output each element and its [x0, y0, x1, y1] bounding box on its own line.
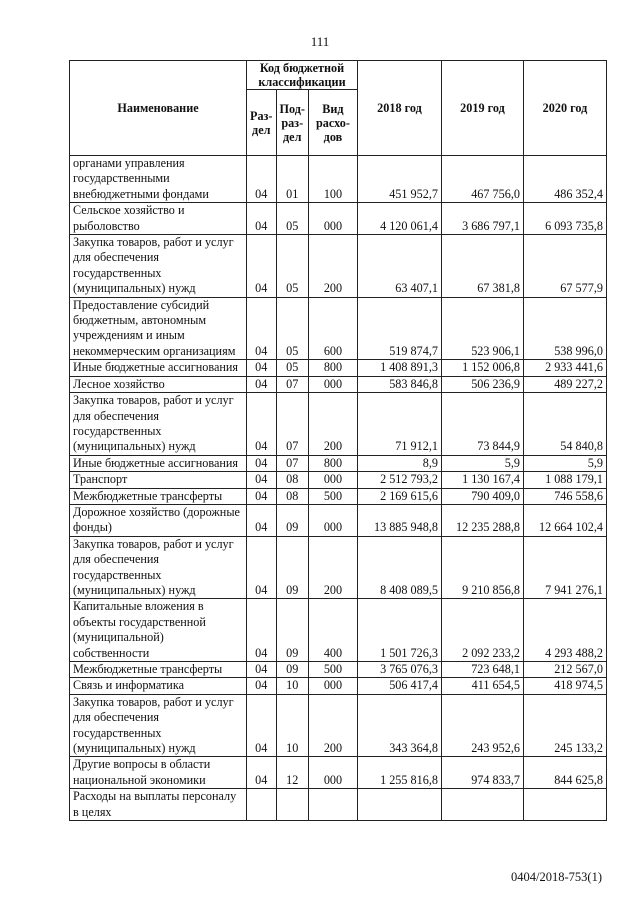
cell-rz: 04	[247, 156, 277, 203]
cell-pr: 07	[276, 455, 308, 471]
cell-rz	[247, 789, 277, 821]
cell-y2018: 2 512 793,2	[357, 472, 441, 488]
cell-name: Межбюджетные трансферты	[70, 488, 247, 504]
cell-rz: 04	[247, 235, 277, 298]
cell-pr: 09	[276, 599, 308, 662]
cell-name: Дорожное хозяйство (дорожные фонды)	[70, 504, 247, 536]
table-row	[70, 504, 607, 536]
cell-vr: 000	[308, 472, 357, 488]
cell-rz: 04	[247, 488, 277, 504]
cell-rz: 04	[247, 504, 277, 536]
table-row	[70, 297, 607, 360]
page-number: 111	[310, 34, 330, 49]
cell-y2020: 5,9	[523, 455, 606, 471]
cell-y2019: 3 686 797,1	[441, 203, 523, 235]
table-row	[70, 488, 607, 504]
cell-vr: 200	[308, 393, 357, 456]
table-row	[70, 455, 607, 471]
cell-rz: 04	[247, 203, 277, 235]
cell-pr: 10	[276, 694, 308, 757]
cell-y2020: 6 093 735,8	[523, 203, 606, 235]
cell-y2018: 4 120 061,4	[357, 203, 441, 235]
cell-pr: 09	[276, 662, 308, 678]
cell-pr: 08	[276, 472, 308, 488]
cell-y2018: 506 417,4	[357, 678, 441, 694]
cell-name: Иные бюджетные ассигнования	[70, 455, 247, 471]
cell-y2018: 343 364,8	[357, 694, 441, 757]
header-classification: Код бюджетной классификации	[247, 61, 358, 90]
cell-y2019: 790 409,0	[441, 488, 523, 504]
cell-y2019: 974 833,7	[441, 757, 523, 789]
cell-y2019: 5,9	[441, 455, 523, 471]
cell-rz: 04	[247, 393, 277, 456]
cell-vr: 000	[308, 203, 357, 235]
cell-y2019: 411 654,5	[441, 678, 523, 694]
cell-vr: 000	[308, 376, 357, 392]
cell-y2019	[441, 789, 523, 821]
table-row	[70, 472, 607, 488]
cell-y2019: 67 381,8	[441, 235, 523, 298]
cell-rz: 04	[247, 662, 277, 678]
cell-vr: 200	[308, 536, 357, 599]
cell-y2020	[523, 789, 606, 821]
cell-vr: 800	[308, 455, 357, 471]
table-row	[70, 757, 607, 789]
table-row	[70, 536, 607, 599]
cell-y2019: 467 756,0	[441, 156, 523, 203]
header-expense-type: Вид расхо-дов	[308, 90, 357, 156]
cell-rz: 04	[247, 757, 277, 789]
cell-rz: 04	[247, 297, 277, 360]
cell-name: Сельское хозяйство и рыболовство	[70, 203, 247, 235]
cell-name: Лесное хозяйство	[70, 376, 247, 392]
cell-y2020: 54 840,8	[523, 393, 606, 456]
cell-y2018: 519 874,7	[357, 297, 441, 360]
cell-y2018	[357, 789, 441, 821]
cell-vr: 000	[308, 678, 357, 694]
table-row	[70, 662, 607, 678]
cell-rz: 04	[247, 472, 277, 488]
header-section: Раз-дел	[247, 90, 277, 156]
cell-y2018: 451 952,7	[357, 156, 441, 203]
cell-name: Закупка товаров, работ и услуг для обеспечения государственных (муниципальных) нужд	[70, 694, 247, 757]
cell-y2019: 523 906,1	[441, 297, 523, 360]
cell-name: Закупка товаров, работ и услуг для обеспечения государственных (муниципальных) нужд	[70, 235, 247, 298]
cell-rz: 04	[247, 376, 277, 392]
cell-name: Транспорт	[70, 472, 247, 488]
document-code: 0404/2018-753(1)	[511, 870, 602, 884]
cell-vr	[308, 789, 357, 821]
table-row	[70, 203, 607, 235]
cell-vr: 200	[308, 235, 357, 298]
cell-y2020: 844 625,8	[523, 757, 606, 789]
cell-y2018: 1 501 726,3	[357, 599, 441, 662]
cell-pr: 09	[276, 504, 308, 536]
cell-y2020: 486 352,4	[523, 156, 606, 203]
cell-pr: 10	[276, 678, 308, 694]
cell-y2019: 73 844,9	[441, 393, 523, 456]
cell-y2019: 506 236,9	[441, 376, 523, 392]
cell-y2018: 3 765 076,3	[357, 662, 441, 678]
table-row	[70, 694, 607, 757]
cell-y2019: 2 092 233,2	[441, 599, 523, 662]
table-row	[70, 599, 607, 662]
cell-pr: 05	[276, 360, 308, 376]
cell-y2020: 7 941 276,1	[523, 536, 606, 599]
cell-name: Межбюджетные трансферты	[70, 662, 247, 678]
cell-name: органами управления государственными внебюджетными фондами	[70, 156, 247, 203]
table-row	[70, 678, 607, 694]
header-subsection: Под-раз-дел	[276, 90, 308, 156]
cell-y2018: 8,9	[357, 455, 441, 471]
cell-y2020: 12 664 102,4	[523, 504, 606, 536]
cell-y2018: 8 408 089,5	[357, 536, 441, 599]
cell-pr: 12	[276, 757, 308, 789]
cell-pr: 09	[276, 536, 308, 599]
cell-rz: 04	[247, 536, 277, 599]
cell-vr: 800	[308, 360, 357, 376]
cell-rz: 04	[247, 678, 277, 694]
cell-y2020: 212 567,0	[523, 662, 606, 678]
cell-y2018: 1 255 816,8	[357, 757, 441, 789]
cell-y2019: 9 210 856,8	[441, 536, 523, 599]
cell-name: Расходы на выплаты персоналу в целях	[70, 789, 247, 821]
cell-vr: 600	[308, 297, 357, 360]
cell-name: Иные бюджетные ассигнования	[70, 360, 247, 376]
header-year-2019: 2019 год	[441, 61, 523, 156]
cell-y2020: 2 933 441,6	[523, 360, 606, 376]
cell-name: Закупка товаров, работ и услуг для обеспечения государственных (муниципальных) нужд	[70, 536, 247, 599]
cell-vr: 500	[308, 662, 357, 678]
header-name: Наименование	[70, 61, 247, 156]
cell-pr: 05	[276, 297, 308, 360]
table-row	[70, 360, 607, 376]
cell-y2019: 1 130 167,4	[441, 472, 523, 488]
cell-y2020: 4 293 488,2	[523, 599, 606, 662]
cell-rz: 04	[247, 360, 277, 376]
cell-name: Капитальные вложения в объекты государственной (муниципальной) собственности	[70, 599, 247, 662]
table-row	[70, 156, 607, 203]
cell-rz: 04	[247, 455, 277, 471]
cell-y2020: 245 133,2	[523, 694, 606, 757]
cell-y2019: 243 952,6	[441, 694, 523, 757]
cell-pr: 08	[276, 488, 308, 504]
cell-vr: 000	[308, 757, 357, 789]
table-row	[70, 235, 607, 298]
cell-y2018: 63 407,1	[357, 235, 441, 298]
cell-pr: 05	[276, 203, 308, 235]
cell-rz: 04	[247, 599, 277, 662]
cell-y2018: 2 169 615,6	[357, 488, 441, 504]
cell-y2020: 1 088 179,1	[523, 472, 606, 488]
cell-y2019: 1 152 006,8	[441, 360, 523, 376]
table-row	[70, 393, 607, 456]
cell-vr: 200	[308, 694, 357, 757]
cell-y2020: 746 558,6	[523, 488, 606, 504]
cell-y2018: 1 408 891,3	[357, 360, 441, 376]
cell-name: Другие вопросы в области национальной экономики	[70, 757, 247, 789]
cell-vr: 400	[308, 599, 357, 662]
cell-pr: 07	[276, 393, 308, 456]
cell-y2019: 12 235 288,8	[441, 504, 523, 536]
cell-y2020: 418 974,5	[523, 678, 606, 694]
cell-y2020: 489 227,2	[523, 376, 606, 392]
cell-y2019: 723 648,1	[441, 662, 523, 678]
table-row	[70, 376, 607, 392]
cell-name: Связь и информатика	[70, 678, 247, 694]
table-row	[70, 789, 607, 821]
budget-table	[69, 60, 607, 821]
cell-y2018: 71 912,1	[357, 393, 441, 456]
cell-vr: 500	[308, 488, 357, 504]
cell-y2018: 583 846,8	[357, 376, 441, 392]
cell-pr: 07	[276, 376, 308, 392]
cell-pr: 01	[276, 156, 308, 203]
cell-y2020: 67 577,9	[523, 235, 606, 298]
cell-y2020: 538 996,0	[523, 297, 606, 360]
cell-pr	[276, 789, 308, 821]
cell-rz: 04	[247, 694, 277, 757]
cell-vr: 100	[308, 156, 357, 203]
header-year-2020: 2020 год	[523, 61, 606, 156]
cell-name: Закупка товаров, работ и услуг для обеспечения государственных (муниципальных) нужд	[70, 393, 247, 456]
cell-pr: 05	[276, 235, 308, 298]
cell-name: Предоставление субсидий бюджетным, автономным учреждениям и иным некоммерческим организациям	[70, 297, 247, 360]
header-year-2018: 2018 год	[357, 61, 441, 156]
cell-vr: 000	[308, 504, 357, 536]
cell-y2018: 13 885 948,8	[357, 504, 441, 536]
